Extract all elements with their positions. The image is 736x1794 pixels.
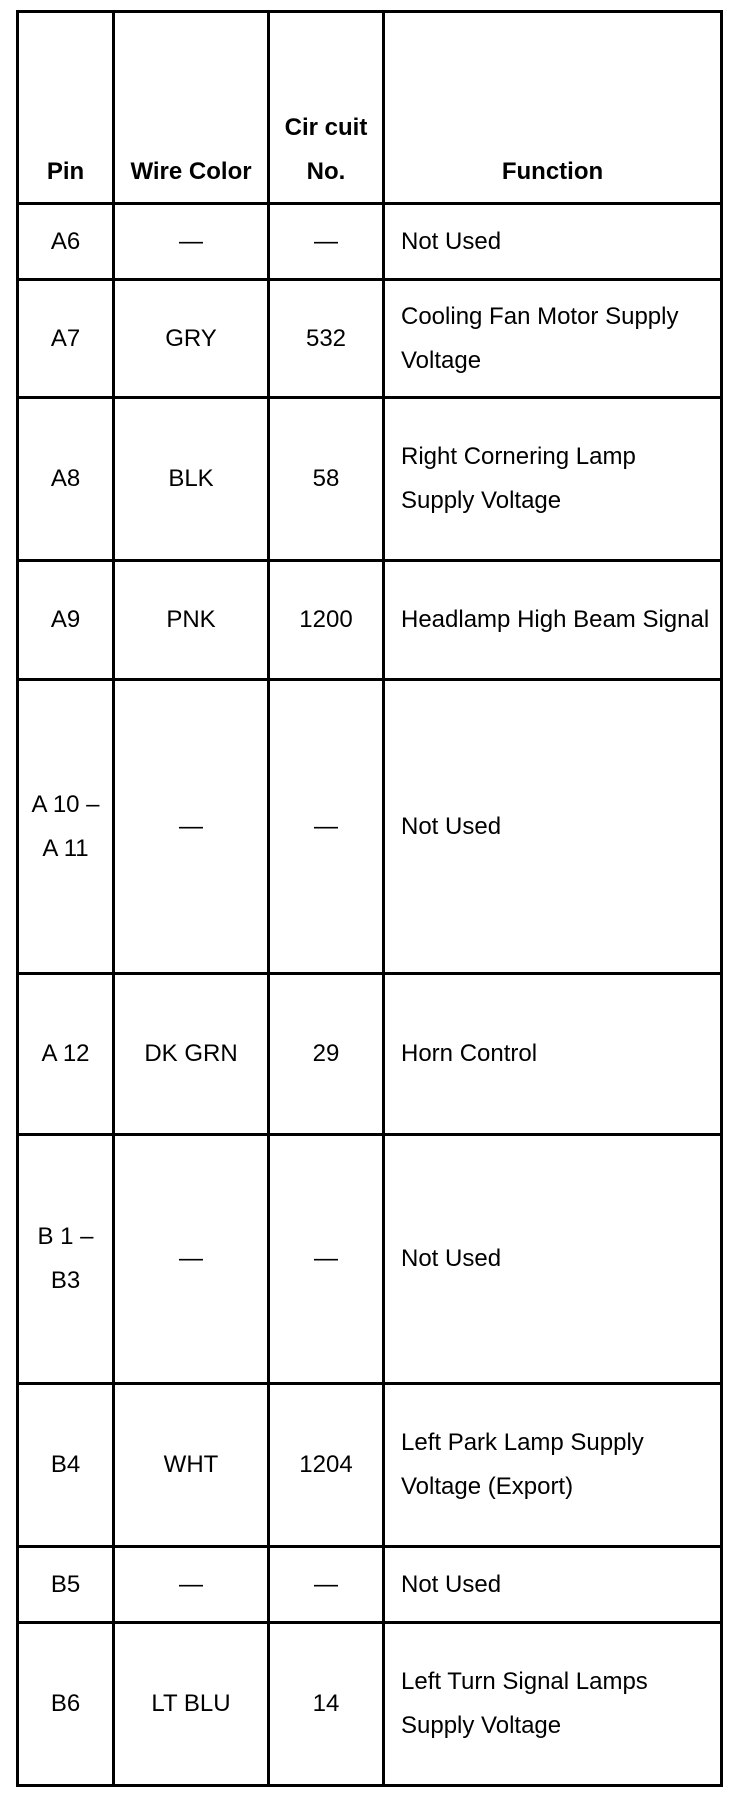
- table-row: [18, 1135, 722, 1384]
- wire-color-cell: BLK: [114, 398, 269, 561]
- function-cell: Not Used: [384, 680, 722, 974]
- wire-color-cell: —: [114, 680, 269, 974]
- function-cell: Left Park Lamp Supply Voltage (Export): [384, 1384, 722, 1547]
- header-pin: Pin: [18, 12, 114, 204]
- function-cell: Cooling Fan Motor Supply Voltage: [384, 280, 722, 398]
- circuit-cell: 14: [269, 1623, 384, 1786]
- wire-color-cell: —: [114, 204, 269, 280]
- table-row: [18, 1384, 722, 1547]
- header-circuit-no: Cir cuit No.: [269, 12, 384, 204]
- circuit-cell: 1204: [269, 1384, 384, 1547]
- table-row: [18, 398, 722, 561]
- connector-pinout-table: [16, 10, 723, 1787]
- pin-cell: B5: [18, 1547, 114, 1623]
- function-cell: Not Used: [384, 1135, 722, 1384]
- function-cell: Headlamp High Beam Signal: [384, 561, 722, 680]
- table-row: [18, 561, 722, 680]
- wire-color-cell: LT BLU: [114, 1623, 269, 1786]
- pin-cell: B 1 – B3: [18, 1135, 114, 1384]
- pin-cell: A 12: [18, 974, 114, 1135]
- wire-color-cell: —: [114, 1135, 269, 1384]
- header-function: Function: [384, 12, 722, 204]
- header-wire-color: Wire Color: [114, 12, 269, 204]
- function-cell: Not Used: [384, 204, 722, 280]
- table-row: [18, 1547, 722, 1623]
- pin-cell: A6: [18, 204, 114, 280]
- circuit-cell: —: [269, 204, 384, 280]
- table-row: [18, 204, 722, 280]
- pin-cell: A8: [18, 398, 114, 561]
- header-row: [18, 12, 722, 204]
- circuit-cell: 58: [269, 398, 384, 561]
- pin-cell: A9: [18, 561, 114, 680]
- circuit-cell: 532: [269, 280, 384, 398]
- function-cell: Horn Control: [384, 974, 722, 1135]
- table-row: [18, 974, 722, 1135]
- function-cell: Not Used: [384, 1547, 722, 1623]
- pin-cell: A7: [18, 280, 114, 398]
- function-cell: Right Cornering Lamp Supply Voltage: [384, 398, 722, 561]
- circuit-cell: 29: [269, 974, 384, 1135]
- circuit-cell: —: [269, 680, 384, 974]
- circuit-cell: 1200: [269, 561, 384, 680]
- circuit-cell: —: [269, 1135, 384, 1384]
- wire-color-cell: GRY: [114, 280, 269, 398]
- pin-cell: B6: [18, 1623, 114, 1786]
- table-row: [18, 1623, 722, 1786]
- pin-cell: B4: [18, 1384, 114, 1547]
- wire-color-cell: PNK: [114, 561, 269, 680]
- wire-color-cell: DK GRN: [114, 974, 269, 1135]
- table-row: [18, 680, 722, 974]
- circuit-cell: —: [269, 1547, 384, 1623]
- wire-color-cell: WHT: [114, 1384, 269, 1547]
- table-row: [18, 280, 722, 398]
- function-cell: Left Turn Signal Lamps Supply Voltage: [384, 1623, 722, 1786]
- pin-cell: A 10 – A 11: [18, 680, 114, 974]
- wire-color-cell: —: [114, 1547, 269, 1623]
